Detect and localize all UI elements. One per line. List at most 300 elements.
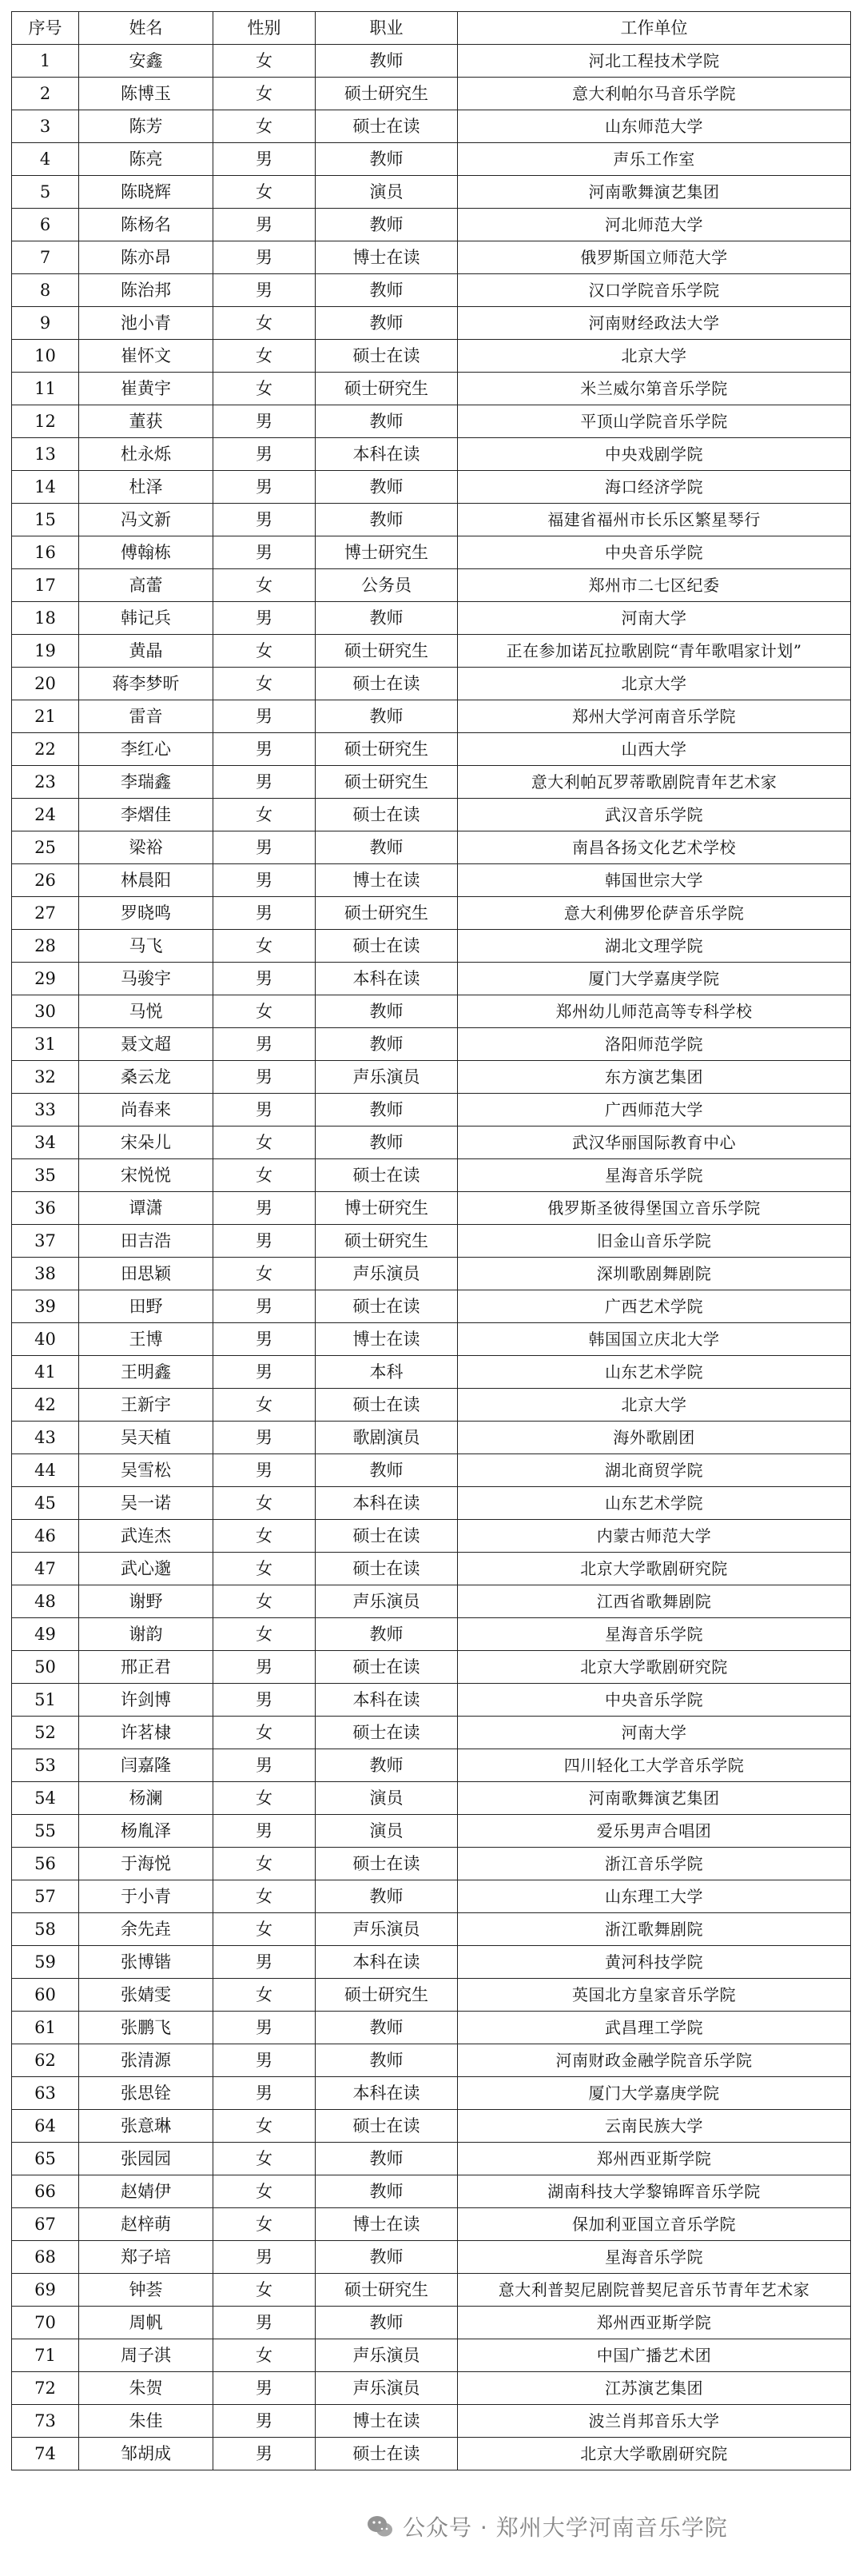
cell-workplace: 山东艺术学院	[458, 1356, 851, 1389]
cell-name: 雷音	[79, 700, 213, 733]
cell-gender: 男	[213, 504, 316, 536]
cell-name: 董获	[79, 405, 213, 438]
cell-name: 陈芳	[79, 110, 213, 143]
table-row	[12, 2012, 851, 2044]
cell-occupation: 公务员	[316, 569, 458, 602]
cell-index: 41	[12, 1356, 79, 1389]
header-index: 序号	[12, 12, 79, 45]
cell-index: 58	[12, 1913, 79, 1946]
cell-occupation: 硕士在读	[316, 1651, 458, 1684]
cell-gender: 男	[213, 1094, 316, 1127]
table-body	[12, 45, 851, 2470]
cell-name: 聂文超	[79, 1028, 213, 1061]
cell-index: 29	[12, 963, 79, 995]
cell-gender: 女	[213, 1258, 316, 1290]
cell-workplace: 湖北文理学院	[458, 930, 851, 963]
table-row	[12, 1848, 851, 1880]
cell-index: 62	[12, 2044, 79, 2077]
cell-name: 李红心	[79, 733, 213, 766]
cell-occupation: 教师	[316, 307, 458, 340]
cell-gender: 女	[213, 995, 316, 1028]
cell-name: 朱佳	[79, 2405, 213, 2438]
cell-index: 51	[12, 1684, 79, 1717]
cell-gender: 女	[213, 1913, 316, 1946]
cell-occupation: 硕士在读	[316, 2110, 458, 2143]
cell-index: 19	[12, 635, 79, 668]
cell-occupation: 声乐演员	[316, 2372, 458, 2405]
table-row	[12, 766, 851, 799]
cell-occupation: 硕士在读	[316, 1553, 458, 1585]
table-row	[12, 1454, 851, 1487]
cell-occupation: 教师	[316, 45, 458, 78]
cell-name: 张博锴	[79, 1946, 213, 1979]
cell-gender: 男	[213, 864, 316, 897]
table-row	[12, 373, 851, 405]
cell-workplace: 星海音乐学院	[458, 1618, 851, 1651]
cell-gender: 男	[213, 1356, 316, 1389]
cell-gender: 男	[213, 1946, 316, 1979]
table-row	[12, 438, 851, 471]
cell-occupation: 硕士在读	[316, 1290, 458, 1323]
cell-gender: 男	[213, 700, 316, 733]
cell-index: 57	[12, 1880, 79, 1913]
cell-occupation: 教师	[316, 1749, 458, 1782]
cell-workplace: 英国北方皇家音乐学院	[458, 1979, 851, 2012]
cell-index: 14	[12, 471, 79, 504]
cell-index: 6	[12, 209, 79, 241]
cell-name: 陈亮	[79, 143, 213, 176]
table-row	[12, 1913, 851, 1946]
cell-occupation: 本科在读	[316, 1684, 458, 1717]
cell-index: 37	[12, 1225, 79, 1258]
cell-name: 杨胤泽	[79, 1815, 213, 1848]
cell-gender: 男	[213, 1684, 316, 1717]
cell-index: 13	[12, 438, 79, 471]
cell-workplace: 中国广播艺术团	[458, 2339, 851, 2372]
cell-workplace: 旧金山音乐学院	[458, 1225, 851, 1258]
cell-name: 谢韵	[79, 1618, 213, 1651]
table-row	[12, 2208, 851, 2241]
cell-workplace: 湖北商贸学院	[458, 1454, 851, 1487]
cell-name: 许茗棣	[79, 1717, 213, 1749]
cell-index: 44	[12, 1454, 79, 1487]
cell-name: 宋朵儿	[79, 1127, 213, 1159]
table-row	[12, 2044, 851, 2077]
cell-workplace: 海口经济学院	[458, 471, 851, 504]
cell-index: 24	[12, 799, 79, 831]
cell-name: 邢正君	[79, 1651, 213, 1684]
cell-workplace: 北京大学	[458, 668, 851, 700]
table-row	[12, 1553, 851, 1585]
cell-gender: 男	[213, 1192, 316, 1225]
cell-workplace: 北京大学歌剧研究院	[458, 2438, 851, 2470]
cell-workplace: 黄河科技学院	[458, 1946, 851, 1979]
cell-name: 马悦	[79, 995, 213, 1028]
table-row	[12, 1094, 851, 1127]
cell-occupation: 教师	[316, 1094, 458, 1127]
cell-name: 傅翰栋	[79, 536, 213, 569]
cell-name: 张园园	[79, 2143, 213, 2175]
cell-index: 28	[12, 930, 79, 963]
cell-name: 田野	[79, 1290, 213, 1323]
cell-occupation: 硕士在读	[316, 110, 458, 143]
header-workplace: 工作单位	[458, 12, 851, 45]
table-row	[12, 1880, 851, 1913]
cell-occupation: 教师	[316, 1028, 458, 1061]
cell-workplace: 郑州幼儿师范高等专科学校	[458, 995, 851, 1028]
cell-index: 74	[12, 2438, 79, 2470]
table-row	[12, 2372, 851, 2405]
cell-gender: 男	[213, 241, 316, 274]
cell-workplace: 保加利亚国立音乐学院	[458, 2208, 851, 2241]
cell-occupation: 博士在读	[316, 241, 458, 274]
cell-name: 郑子培	[79, 2241, 213, 2274]
cell-index: 17	[12, 569, 79, 602]
cell-index: 45	[12, 1487, 79, 1520]
table-row	[12, 2307, 851, 2339]
cell-name: 邹胡成	[79, 2438, 213, 2470]
cell-gender: 女	[213, 1585, 316, 1618]
cell-index: 68	[12, 2241, 79, 2274]
table-row	[12, 1585, 851, 1618]
table-row	[12, 1946, 851, 1979]
table-row	[12, 1618, 851, 1651]
cell-workplace: 深圳歌剧舞剧院	[458, 1258, 851, 1290]
cell-index: 18	[12, 602, 79, 635]
cell-name: 崔黄宇	[79, 373, 213, 405]
cell-occupation: 教师	[316, 405, 458, 438]
cell-gender: 女	[213, 340, 316, 373]
cell-index: 65	[12, 2143, 79, 2175]
cell-gender: 女	[213, 373, 316, 405]
cell-workplace: 郑州大学河南音乐学院	[458, 700, 851, 733]
table-row	[12, 1159, 851, 1192]
table-row	[12, 569, 851, 602]
cell-name: 陈治邦	[79, 274, 213, 307]
cell-workplace: 厦门大学嘉庚学院	[458, 963, 851, 995]
cell-workplace: 俄罗斯圣彼得堡国立音乐学院	[458, 1192, 851, 1225]
cell-name: 张婧雯	[79, 1979, 213, 2012]
cell-occupation: 本科在读	[316, 2077, 458, 2110]
cell-workplace: 河南财政金融学院音乐学院	[458, 2044, 851, 2077]
cell-gender: 女	[213, 569, 316, 602]
cell-name: 王新宇	[79, 1389, 213, 1422]
cell-index: 2	[12, 78, 79, 110]
cell-index: 66	[12, 2175, 79, 2208]
cell-name: 钟荟	[79, 2274, 213, 2307]
cell-gender: 男	[213, 1028, 316, 1061]
cell-occupation: 硕士在读	[316, 1159, 458, 1192]
cell-gender: 女	[213, 1848, 316, 1880]
cell-name: 罗晓鸣	[79, 897, 213, 930]
cell-index: 48	[12, 1585, 79, 1618]
cell-workplace: 洛阳师范学院	[458, 1028, 851, 1061]
cell-index: 7	[12, 241, 79, 274]
table-row	[12, 1389, 851, 1422]
table-row	[12, 864, 851, 897]
cell-index: 61	[12, 2012, 79, 2044]
cell-name: 余先垚	[79, 1913, 213, 1946]
cell-occupation: 教师	[316, 504, 458, 536]
table-row	[12, 1651, 851, 1684]
cell-workplace: 北京大学	[458, 340, 851, 373]
cell-name: 宋悦悦	[79, 1159, 213, 1192]
cell-gender: 男	[213, 1225, 316, 1258]
cell-name: 赵梓萌	[79, 2208, 213, 2241]
cell-gender: 女	[213, 1618, 316, 1651]
cell-index: 23	[12, 766, 79, 799]
cell-gender: 女	[213, 1389, 316, 1422]
cell-occupation: 硕士在读	[316, 930, 458, 963]
cell-workplace: 俄罗斯国立师范大学	[458, 241, 851, 274]
cell-occupation: 本科	[316, 1356, 458, 1389]
cell-index: 40	[12, 1323, 79, 1356]
cell-gender: 男	[213, 471, 316, 504]
cell-occupation: 歌剧演员	[316, 1422, 458, 1454]
table-row	[12, 110, 851, 143]
cell-name: 田思颖	[79, 1258, 213, 1290]
table-row	[12, 2339, 851, 2372]
cell-occupation: 教师	[316, 602, 458, 635]
cell-index: 5	[12, 176, 79, 209]
cell-name: 马飞	[79, 930, 213, 963]
cell-gender: 男	[213, 2044, 316, 2077]
cell-name: 朱贺	[79, 2372, 213, 2405]
cell-name: 闫嘉隆	[79, 1749, 213, 1782]
cell-workplace: 南昌各扬文化艺术学校	[458, 831, 851, 864]
cell-name: 田吉浩	[79, 1225, 213, 1258]
cell-occupation: 博士在读	[316, 864, 458, 897]
cell-index: 72	[12, 2372, 79, 2405]
table-row	[12, 1782, 851, 1815]
cell-occupation: 声乐演员	[316, 2339, 458, 2372]
table-row	[12, 1487, 851, 1520]
cell-index: 21	[12, 700, 79, 733]
table-row	[12, 1520, 851, 1553]
cell-occupation: 演员	[316, 1815, 458, 1848]
cell-name: 许剑博	[79, 1684, 213, 1717]
table-row	[12, 2438, 851, 2470]
cell-index: 25	[12, 831, 79, 864]
cell-index: 30	[12, 995, 79, 1028]
table-row	[12, 2241, 851, 2274]
cell-name: 张意琳	[79, 2110, 213, 2143]
cell-index: 47	[12, 1553, 79, 1585]
table-row	[12, 831, 851, 864]
cell-occupation: 教师	[316, 274, 458, 307]
table-row	[12, 1127, 851, 1159]
cell-workplace: 云南民族大学	[458, 2110, 851, 2143]
table-row	[12, 1815, 851, 1848]
cell-name: 谢野	[79, 1585, 213, 1618]
cell-workplace: 广西艺术学院	[458, 1290, 851, 1323]
table-row	[12, 2077, 851, 2110]
cell-gender: 女	[213, 1717, 316, 1749]
cell-workplace: 意大利普契尼剧院普契尼音乐节青年艺术家	[458, 2274, 851, 2307]
cell-index: 50	[12, 1651, 79, 1684]
cell-gender: 女	[213, 668, 316, 700]
cell-name: 吴雪松	[79, 1454, 213, 1487]
table-row	[12, 1422, 851, 1454]
cell-index: 3	[12, 110, 79, 143]
cell-occupation: 硕士在读	[316, 1389, 458, 1422]
cell-name: 王明鑫	[79, 1356, 213, 1389]
table-row	[12, 2274, 851, 2307]
cell-gender: 女	[213, 1880, 316, 1913]
table-row	[12, 1061, 851, 1094]
table-row	[12, 536, 851, 569]
table-row	[12, 1749, 851, 1782]
watermark	[366, 2510, 728, 2542]
cell-workplace: 意大利帕尔马音乐学院	[458, 78, 851, 110]
cell-occupation: 硕士研究生	[316, 897, 458, 930]
cell-workplace: 浙江音乐学院	[458, 1848, 851, 1880]
cell-gender: 女	[213, 2143, 316, 2175]
cell-name: 陈亦昂	[79, 241, 213, 274]
cell-occupation: 硕士在读	[316, 1520, 458, 1553]
cell-occupation: 声乐演员	[316, 1061, 458, 1094]
cell-occupation: 教师	[316, 143, 458, 176]
cell-workplace: 米兰威尔第音乐学院	[458, 373, 851, 405]
alumni-table-container	[11, 11, 850, 2470]
cell-workplace: 韩国国立庆北大学	[458, 1323, 851, 1356]
cell-workplace: 江西省歌舞剧院	[458, 1585, 851, 1618]
cell-workplace: 意大利佛罗伦萨音乐学院	[458, 897, 851, 930]
cell-index: 1	[12, 45, 79, 78]
cell-gender: 男	[213, 2307, 316, 2339]
cell-gender: 女	[213, 1127, 316, 1159]
cell-workplace: 星海音乐学院	[458, 1159, 851, 1192]
cell-gender: 男	[213, 831, 316, 864]
cell-name: 崔怀文	[79, 340, 213, 373]
table-row	[12, 602, 851, 635]
table-row	[12, 504, 851, 536]
cell-gender: 女	[213, 1782, 316, 1815]
cell-name: 黄晶	[79, 635, 213, 668]
cell-name: 于海悦	[79, 1848, 213, 1880]
cell-gender: 男	[213, 536, 316, 569]
cell-gender: 男	[213, 405, 316, 438]
table-row	[12, 471, 851, 504]
cell-workplace: 爱乐男声合唱团	[458, 1815, 851, 1848]
cell-index: 9	[12, 307, 79, 340]
table-row	[12, 274, 851, 307]
table-row	[12, 176, 851, 209]
table-row	[12, 143, 851, 176]
table-row	[12, 2143, 851, 2175]
cell-name: 张清源	[79, 2044, 213, 2077]
table-row	[12, 700, 851, 733]
alumni-table	[11, 11, 851, 2470]
cell-index: 73	[12, 2405, 79, 2438]
cell-gender: 男	[213, 897, 316, 930]
table-row	[12, 897, 851, 930]
cell-occupation: 硕士研究生	[316, 373, 458, 405]
cell-index: 31	[12, 1028, 79, 1061]
cell-name: 谭潇	[79, 1192, 213, 1225]
cell-occupation: 硕士在读	[316, 2438, 458, 2470]
cell-occupation: 硕士研究生	[316, 2274, 458, 2307]
cell-index: 53	[12, 1749, 79, 1782]
cell-workplace: 厦门大学嘉庚学院	[458, 2077, 851, 2110]
cell-occupation: 教师	[316, 831, 458, 864]
cell-workplace: 中央音乐学院	[458, 1684, 851, 1717]
cell-name: 周帆	[79, 2307, 213, 2339]
table-row	[12, 1225, 851, 1258]
cell-occupation: 硕士在读	[316, 1717, 458, 1749]
cell-occupation: 教师	[316, 700, 458, 733]
cell-gender: 女	[213, 45, 316, 78]
cell-occupation: 博士在读	[316, 2405, 458, 2438]
cell-index: 11	[12, 373, 79, 405]
cell-gender: 女	[213, 2274, 316, 2307]
cell-gender: 女	[213, 799, 316, 831]
header-gender: 性别	[213, 12, 316, 45]
cell-name: 池小青	[79, 307, 213, 340]
cell-name: 杨澜	[79, 1782, 213, 1815]
cell-workplace: 武昌理工学院	[458, 2012, 851, 2044]
cell-index: 43	[12, 1422, 79, 1454]
cell-index: 4	[12, 143, 79, 176]
cell-occupation: 教师	[316, 1127, 458, 1159]
cell-gender: 女	[213, 1520, 316, 1553]
cell-workplace: 河南财经政法大学	[458, 307, 851, 340]
cell-index: 35	[12, 1159, 79, 1192]
table-row	[12, 1356, 851, 1389]
cell-index: 20	[12, 668, 79, 700]
cell-occupation: 教师	[316, 1618, 458, 1651]
cell-index: 70	[12, 2307, 79, 2339]
cell-occupation: 本科在读	[316, 1946, 458, 1979]
cell-name: 梁裕	[79, 831, 213, 864]
cell-occupation: 博士研究生	[316, 536, 458, 569]
cell-name: 武心邈	[79, 1553, 213, 1585]
cell-gender: 男	[213, 766, 316, 799]
cell-index: 34	[12, 1127, 79, 1159]
table-header-row	[12, 12, 851, 45]
cell-occupation: 声乐演员	[316, 1585, 458, 1618]
cell-gender: 女	[213, 2110, 316, 2143]
cell-name: 于小青	[79, 1880, 213, 1913]
cell-workplace: 河北师范大学	[458, 209, 851, 241]
cell-gender: 男	[213, 438, 316, 471]
cell-name: 陈晓辉	[79, 176, 213, 209]
cell-gender: 男	[213, 2372, 316, 2405]
cell-index: 33	[12, 1094, 79, 1127]
cell-workplace: 河南大学	[458, 602, 851, 635]
cell-workplace: 韩国世宗大学	[458, 864, 851, 897]
cell-gender: 男	[213, 2405, 316, 2438]
table-row	[12, 2405, 851, 2438]
cell-gender: 女	[213, 635, 316, 668]
table-row	[12, 1979, 851, 2012]
cell-occupation: 硕士研究生	[316, 78, 458, 110]
cell-index: 54	[12, 1782, 79, 1815]
cell-workplace: 中央音乐学院	[458, 536, 851, 569]
cell-name: 马骏宇	[79, 963, 213, 995]
cell-index: 49	[12, 1618, 79, 1651]
cell-occupation: 本科在读	[316, 1487, 458, 1520]
cell-gender: 男	[213, 963, 316, 995]
cell-gender: 男	[213, 1323, 316, 1356]
table-row	[12, 1323, 851, 1356]
table-row	[12, 995, 851, 1028]
cell-workplace: 郑州西亚斯学院	[458, 2307, 851, 2339]
cell-workplace: 江苏演艺集团	[458, 2372, 851, 2405]
cell-occupation: 教师	[316, 209, 458, 241]
cell-gender: 女	[213, 930, 316, 963]
cell-index: 67	[12, 2208, 79, 2241]
